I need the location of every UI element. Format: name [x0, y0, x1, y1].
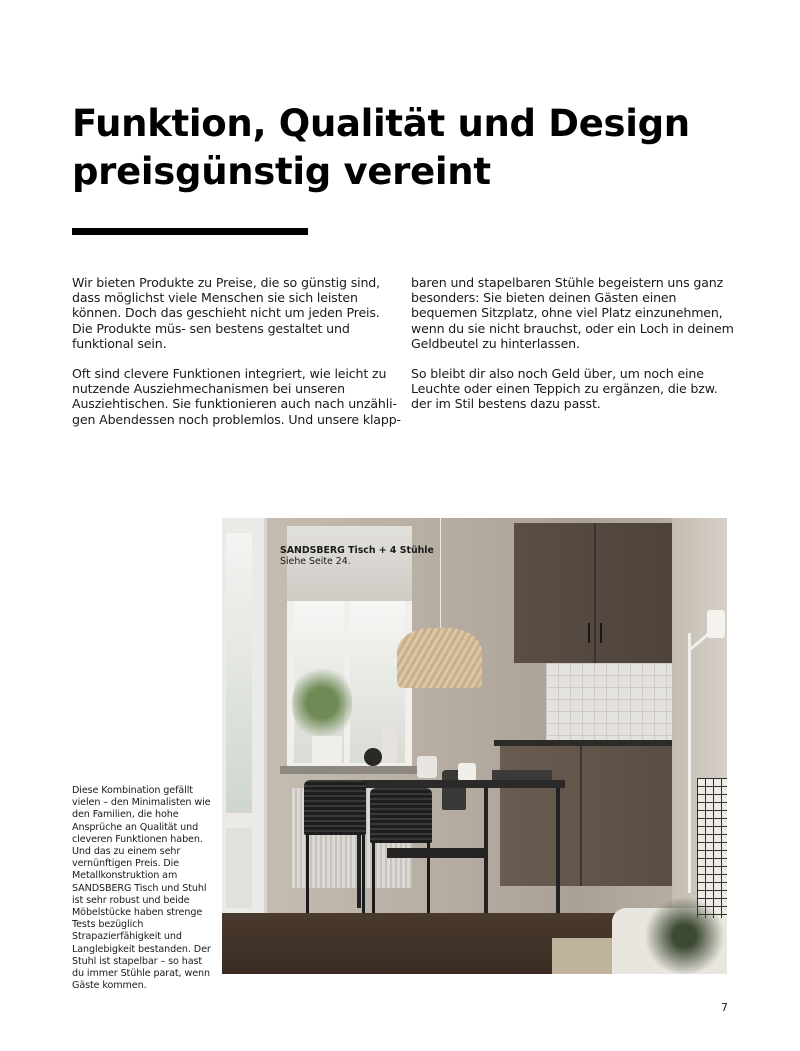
body-paragraph: Oft sind clevere Funktionen integriert, wie leicht zu nutzende Ausziehmechanismen bei unseren Ausziehtischen. Sie funktionieren auch nach unzähli- gen Abendessen noch problemlos. Und unsere klapp- [72, 366, 401, 427]
page-number: 7 [721, 1001, 728, 1014]
body-column-left [72, 275, 402, 442]
caption-product-name: SANDSBERG Tisch + 4 Stühle [280, 545, 434, 556]
kitchen-dining-photo [222, 518, 727, 974]
title-underline-rule [72, 228, 308, 235]
caption-page-reference: Siehe Seite 24. [280, 556, 351, 568]
page-title: Funktion, Qualität und Design preisgünstig vereint [72, 102, 690, 193]
side-note: Diese Kombination gefällt vielen – den Minimalisten wie den Familien, die hohe Ansprüche an Qualität und cleveren Funktionen haben. Und das zu einem sehr vernünftigen Preis. Die Metallkonstruktion am SANDSBERG Tisch und Stuhl ist sehr robust und beide Möbelstücke haben strenge Tests bezüglich Strapazierfähigkeit und Langlebigkeit bestanden. Der Stuhl ist stapelbar – so hast du immer Stühle parat, wenn Gäste kommen. [72, 785, 211, 992]
body-paragraph: Wir bieten Produkte zu Preise, die so günstig sind, dass möglichst viele Menschen sie sich leisten können. Doch das geschieht nicht um jeden Preis. Die Produkte müs- sen bestens gestaltet und funktional sein. [72, 275, 380, 351]
photo-caption [280, 545, 434, 568]
body-column-right [411, 275, 741, 427]
body-paragraph: baren und stapelbaren Stühle begeistern uns ganz besonders: Sie bieten deinen Gästen einen bequemen Sitzplatz, ohne viel Platz einzunehmen, wenn du sie nicht brauchst, oder ein Loch in deinem Geldbeutel zu hinterlassen. [411, 275, 734, 351]
body-paragraph: So bleibt dir also noch Geld über, um noch eine Leuchte oder einen Teppich zu ergänzen, die bzw. der im Stil bestens dazu passt. [411, 366, 718, 412]
